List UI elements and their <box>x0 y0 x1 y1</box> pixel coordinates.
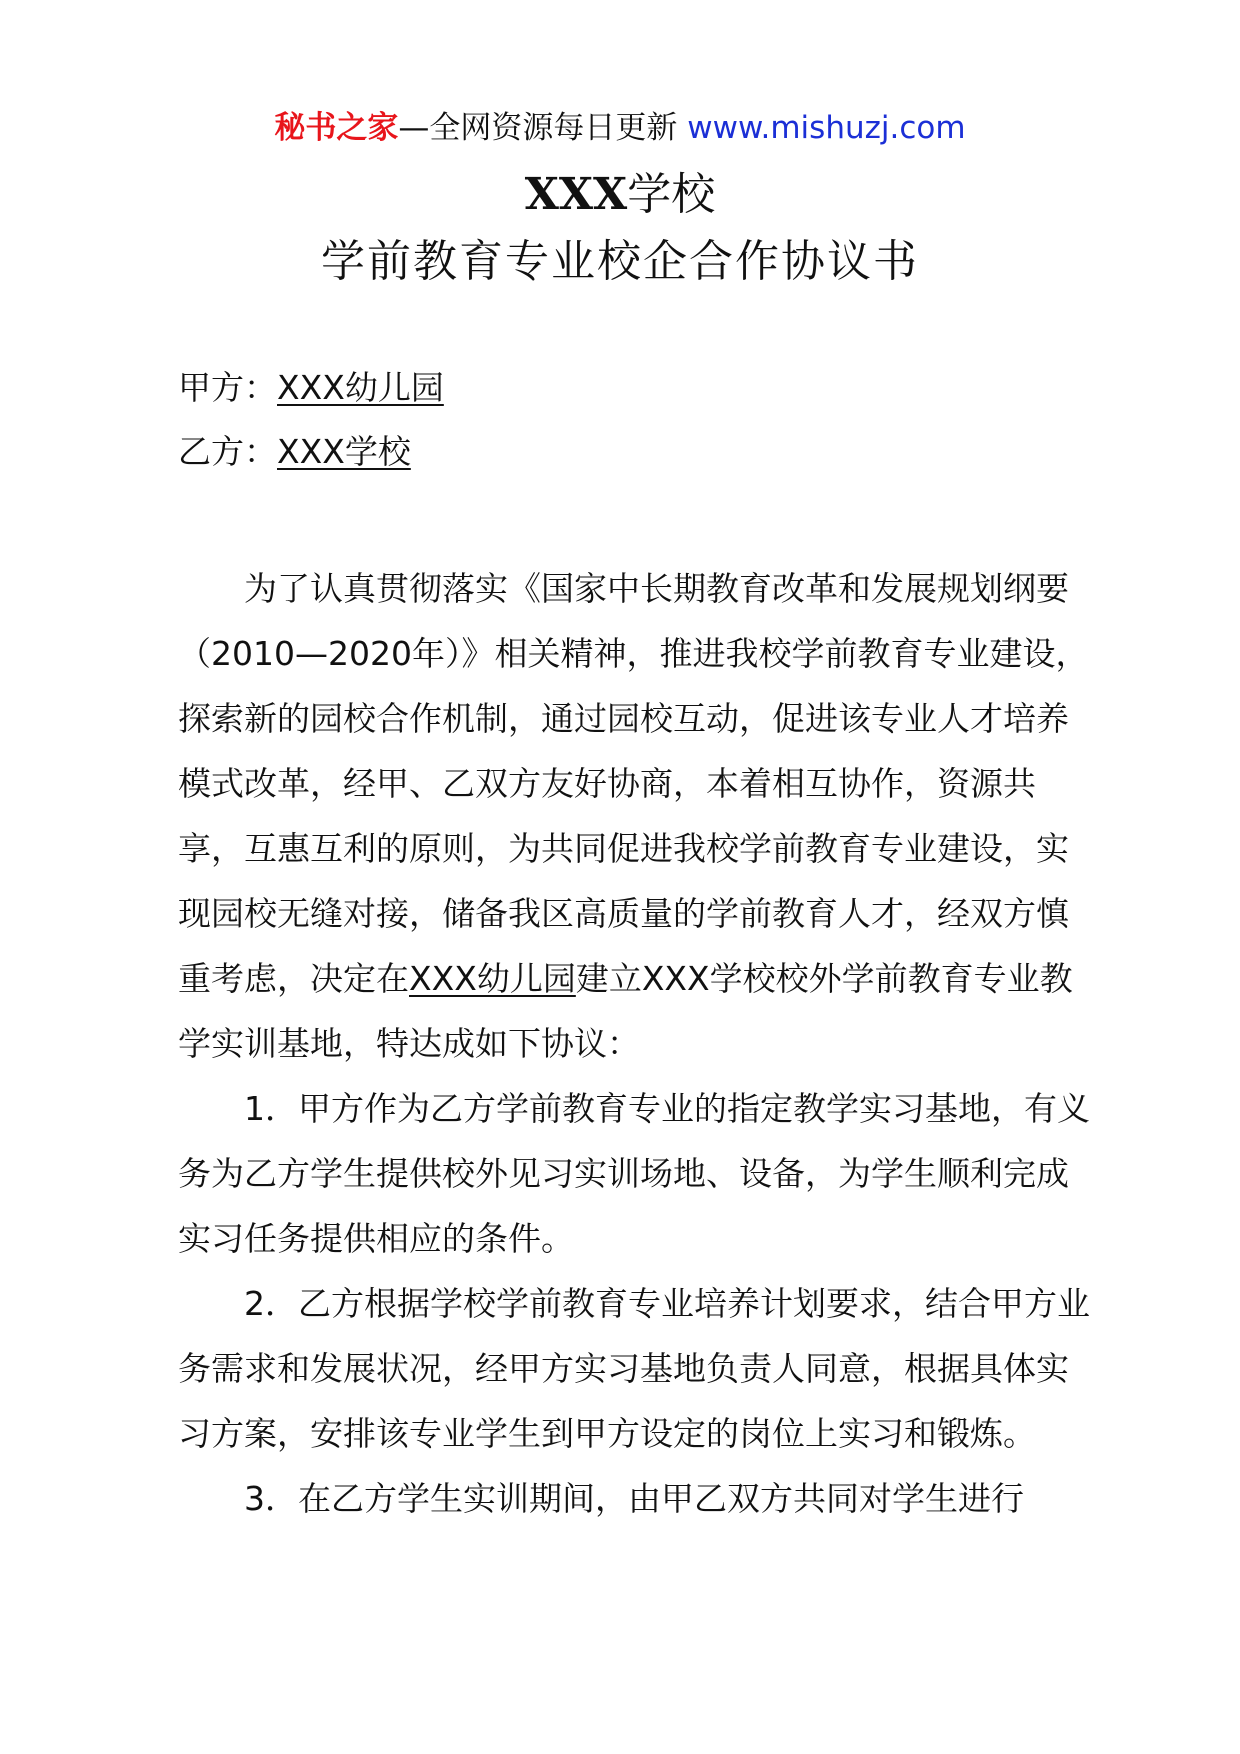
agreement-body <box>178 556 1092 1531</box>
party-b-name: XXX学校 <box>277 432 411 471</box>
site-header <box>0 102 1240 147</box>
party-b-line <box>178 426 411 473</box>
intro-text-part1: 为了认真贯彻落实《国家中长期教育改革和发展规划纲要（2010—2020年）》相关精神，推进我校学前教育专业建设，探索新的园校合作机制，通过园校互动，促进该专业人才培养模式改革，经甲、乙双方友好协商，本着相互协作，资源共享，互惠互利的原则，为共同促进我校学前教育专业建设，实现园校无缝对接，储备我区高质量的学前教育人才，经双方慎重考虑，决定在 <box>178 569 1089 998</box>
document-title: 学前教育专业校企合作协议书 <box>321 236 919 287</box>
party-b-label: 乙方： <box>178 432 277 471</box>
intro-paragraph <box>178 556 1092 1076</box>
clause-2: 2．乙方根据学校学前教育专业培养计划要求，结合甲方业务需求和发展状况，经甲方实习基地负责人同意，根据具体实习方案，安排该专业学生到甲方设定的岗位上实习和锻炼。 <box>178 1284 1090 1453</box>
party-a-line <box>178 362 444 409</box>
intro-kindergarten-name: XXX幼儿园 <box>409 959 576 998</box>
header-tagline: —全网资源每日更新 <box>398 110 688 146</box>
clause-3: 3．在乙方学生实训期间，由甲乙双方共同对学生进行 <box>244 1479 1024 1518</box>
intro-text-part2: 建立XXX学校校外学前教育专业教学实训基地，特达成如下协议： <box>178 959 1073 1063</box>
clause-1: 1．甲方作为乙方学前教育专业的指定教学实习基地，有义务为乙方学生提供校外见习实训场地、设备，为学生顺利完成实习任务提供相应的条件。 <box>178 1089 1090 1258</box>
site-url-link[interactable]: www.mishuzj.com <box>687 110 966 146</box>
party-a-label: 甲方： <box>178 368 277 407</box>
school-name: XXX <box>524 169 628 220</box>
school-title <box>0 158 1240 222</box>
party-a-name: XXX幼儿园 <box>277 368 444 407</box>
brand-name: 秘书之家 <box>274 110 399 146</box>
school-suffix: 学校 <box>627 169 716 220</box>
